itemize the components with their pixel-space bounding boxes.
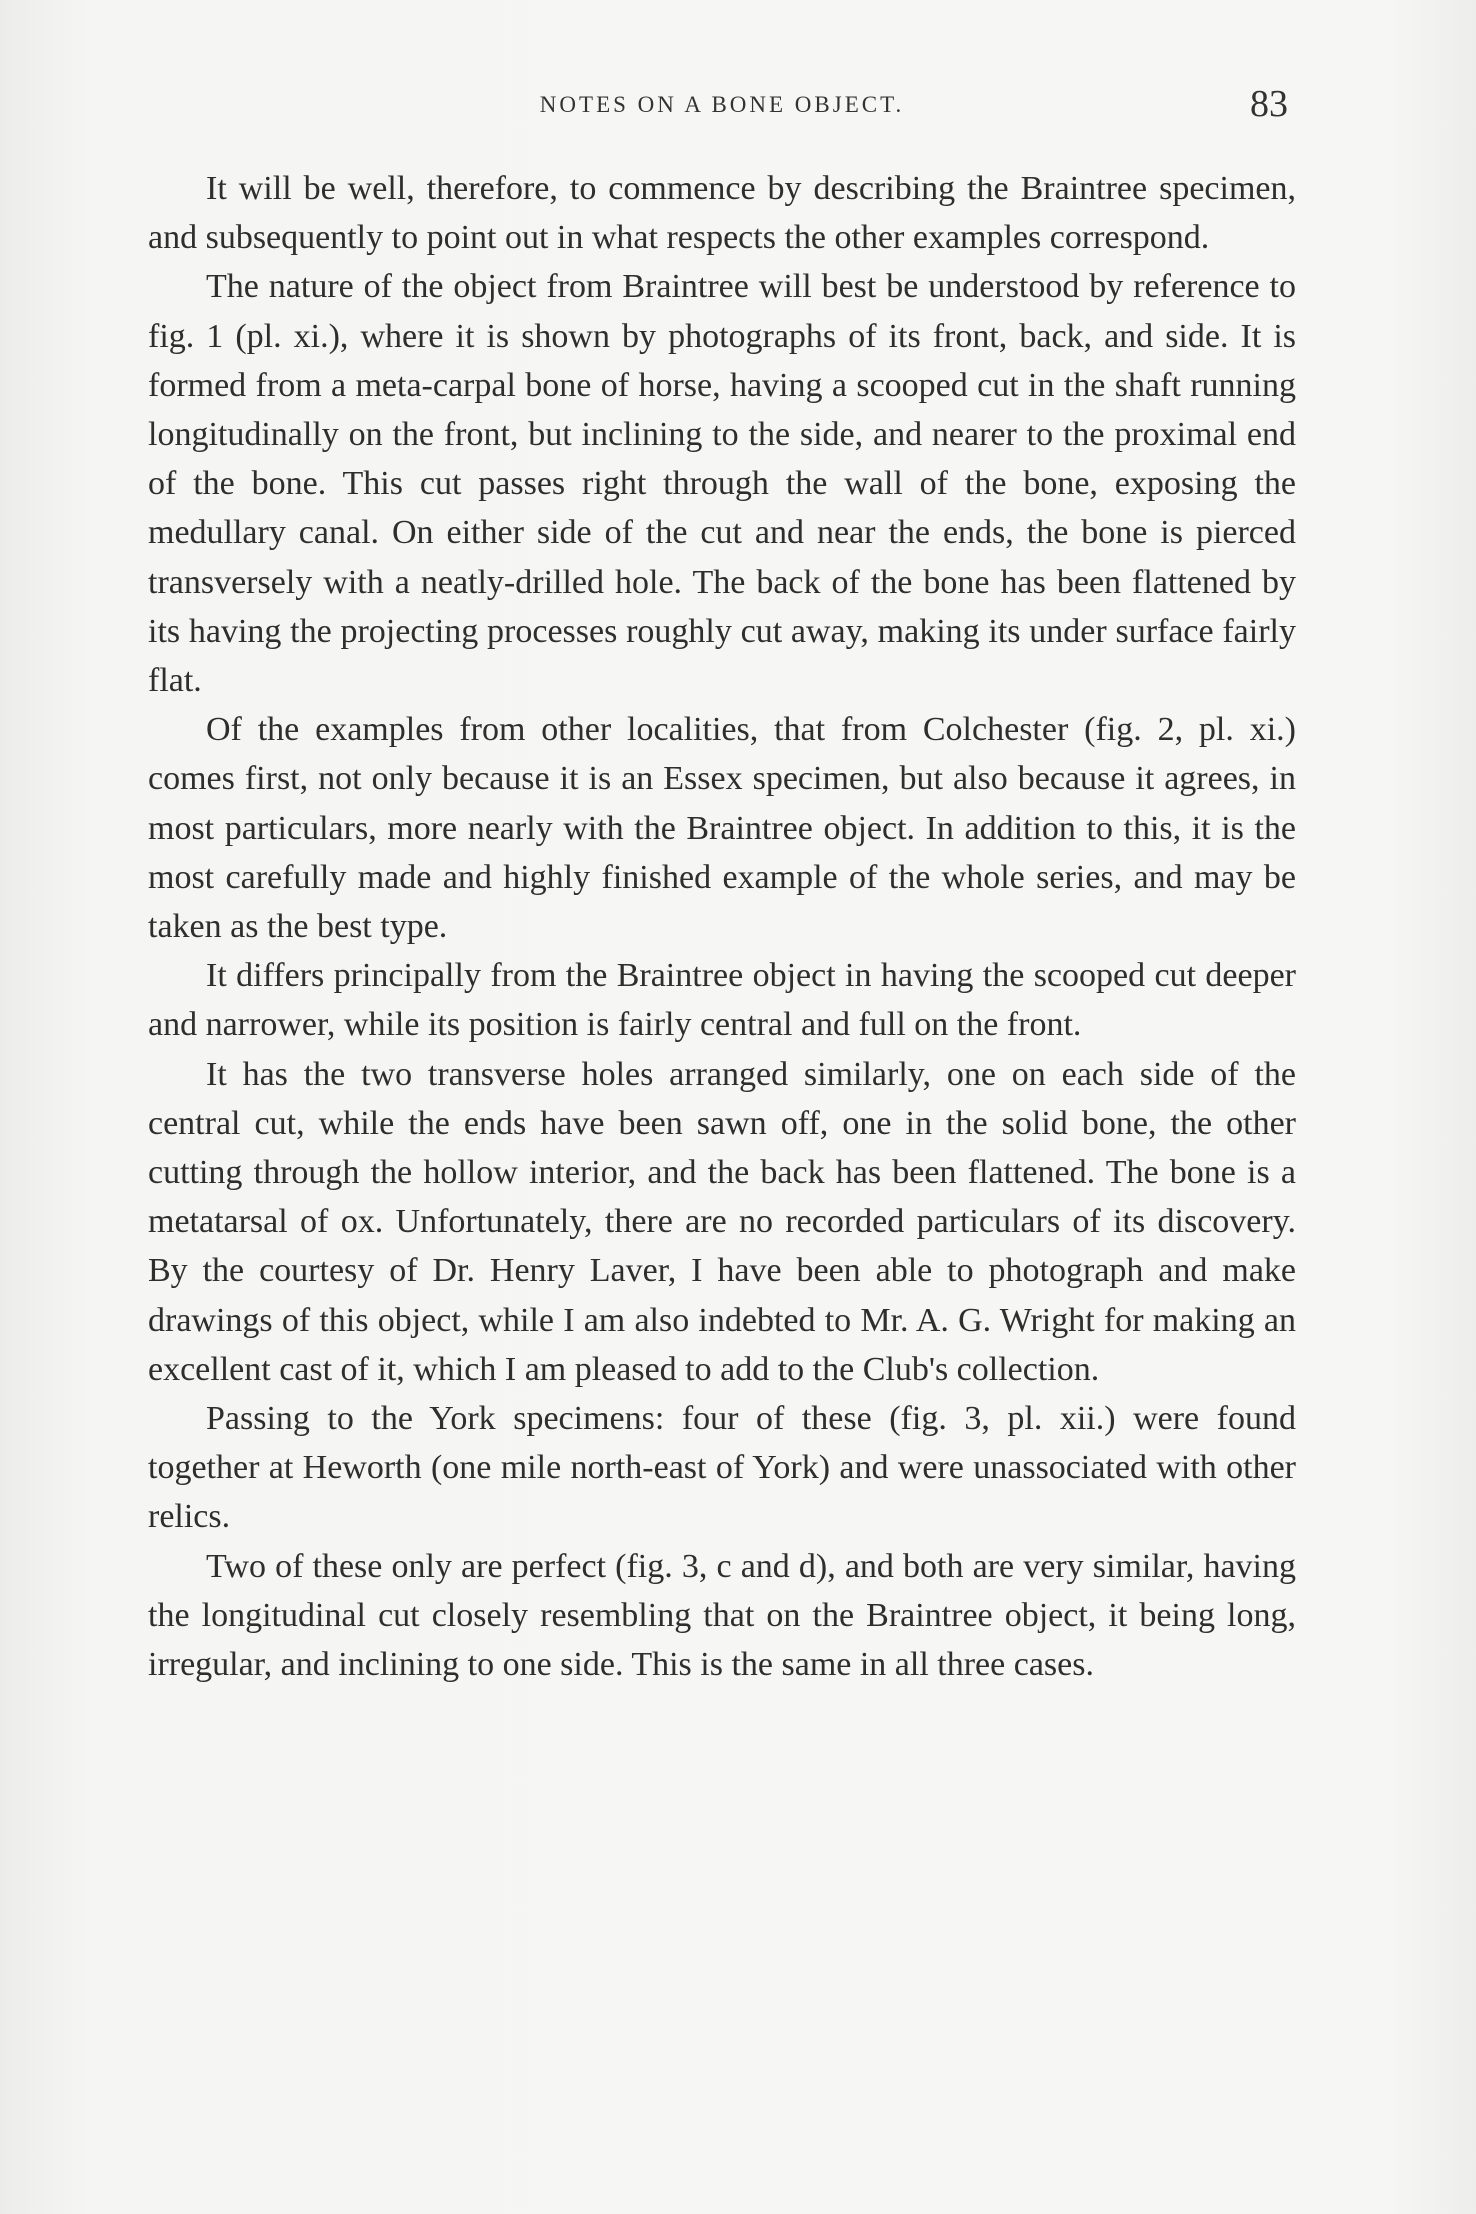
- running-title: NOTES ON A BONE OBJECT.: [539, 92, 905, 117]
- paragraph-1: It will be well, therefore, to commence by describing the Braintree specimen, and subsequently to point out in what respects the other examples correspond.: [148, 170, 1296, 257]
- paragraph-7: Two of these only are perfect (fig. 3, c and d), and both are very similar, having the longitudinal cut closely resembling that on the Braintree object, it being long, irregular, and inclining to one side. This is the same in all three cases.: [148, 1547, 1296, 1684]
- paragraph-5: It has the two transverse holes arranged similarly, one on each side of the central cut, while the ends have been sawn off, one in the solid bone, the other cutting through the hollow interior, and the back has been flattened. The bone is a metatarsal of ox. Unfortunately, there are no recorded particulars of its discovery. By the courtesy of Dr. Henry Laver, I have been able to photograph and make drawings of this object, while I am also indebted to Mr. A. G. Wright for making an excellent cast of it, which I am pleased to add to the Club's collection.: [148, 1055, 1296, 1388]
- paragraph-2: The nature of the object from Braintree will best be understood by reference to fig. 1 (pl. xi.), where it is shown by photographs of its front, back, and side. It is formed from a meta-carpal bone of horse, having a scooped cut in the shaft running longitudinally on the front, but inclining to the side, and nearer to the proximal end of the bone. This cut passes right through the wall of the bone, exposing the medullary canal. On either side of the cut and near the ends, the bone is pierced transversely with a neatly-drilled hole. The back of the bone has been flattened by its having the projecting processes roughly cut away, making its under surface fairly flat.: [148, 268, 1296, 700]
- paragraph-3: Of the examples from other localities, that from Colchester (fig. 2, pl. xi.) comes first, not only because it is an Essex specimen, but also because it agrees, in most particulars, more nearly with the Braintree object. In addition to this, it is the most carefully made and highly finished example of the whole series, and may be taken as the best type.: [148, 711, 1296, 946]
- running-head: [148, 82, 1296, 132]
- paragraph-4: It differs principally from the Braintree object in having the scooped cut deeper and narrower, while its position is fairly central and full on the front.: [148, 957, 1296, 1044]
- page-number: 83: [1250, 83, 1288, 125]
- paragraph-6: Passing to the York specimens: four of these (fig. 3, pl. xii.) were found together at Heworth (one mile north-east of York) and were unassociated with other relics.: [148, 1400, 1296, 1536]
- body-text: [148, 164, 1296, 1689]
